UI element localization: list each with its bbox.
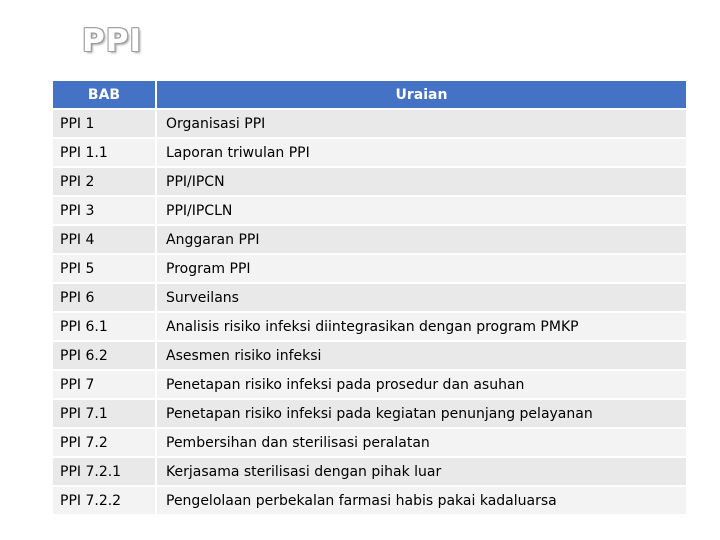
table-row bbox=[53, 168, 686, 197]
uraian-cell: Asesmen risiko infeksi bbox=[155, 342, 686, 371]
bab-cell: PPI 6.2 bbox=[53, 342, 155, 371]
bab-cell: PPI 7.2 bbox=[53, 429, 155, 458]
bab-cell: PPI 1 bbox=[53, 110, 155, 139]
table-row bbox=[53, 226, 686, 255]
bab-cell: PPI 3 bbox=[53, 197, 155, 226]
uraian-cell: Organisasi PPI bbox=[155, 110, 686, 139]
ppi-table bbox=[53, 81, 686, 516]
bab-cell: PPI 1.1 bbox=[53, 139, 155, 168]
table-row bbox=[53, 255, 686, 284]
uraian-cell: Surveilans bbox=[155, 284, 686, 313]
bab-cell: PPI 7.1 bbox=[53, 400, 155, 429]
table-row bbox=[53, 487, 686, 516]
uraian-cell: PPI/IPCN bbox=[155, 168, 686, 197]
bab-cell: PPI 5 bbox=[53, 255, 155, 284]
uraian-cell: Penetapan risiko infeksi pada kegiatan penunjang pelayanan bbox=[155, 400, 686, 429]
page-title: PPI bbox=[82, 23, 142, 59]
table-row bbox=[53, 458, 686, 487]
uraian-cell: Analisis risiko infeksi diintegrasikan dengan program PMKP bbox=[155, 313, 686, 342]
table-row bbox=[53, 197, 686, 226]
column-header-bab: BAB bbox=[53, 81, 155, 110]
bab-cell: PPI 4 bbox=[53, 226, 155, 255]
uraian-cell: Anggaran PPI bbox=[155, 226, 686, 255]
uraian-cell: Kerjasama sterilisasi dengan pihak luar bbox=[155, 458, 686, 487]
bab-cell: PPI 7 bbox=[53, 371, 155, 400]
column-header-uraian: Uraian bbox=[155, 81, 686, 110]
table-row bbox=[53, 110, 686, 139]
table-row bbox=[53, 400, 686, 429]
bab-cell: PPI 6.1 bbox=[53, 313, 155, 342]
uraian-cell: PPI/IPCLN bbox=[155, 197, 686, 226]
table-body bbox=[53, 110, 686, 516]
bab-cell: PPI 6 bbox=[53, 284, 155, 313]
table-row bbox=[53, 313, 686, 342]
bab-cell: PPI 7.2.2 bbox=[53, 487, 155, 516]
table-row bbox=[53, 371, 686, 400]
table-row bbox=[53, 429, 686, 458]
uraian-cell: Pengelolaan perbekalan farmasi habis pakai kadaluarsa bbox=[155, 487, 686, 516]
table-header-row bbox=[53, 81, 686, 110]
bab-cell: PPI 7.2.1 bbox=[53, 458, 155, 487]
bab-cell: PPI 2 bbox=[53, 168, 155, 197]
uraian-cell: Program PPI bbox=[155, 255, 686, 284]
uraian-cell: Penetapan risiko infeksi pada prosedur dan asuhan bbox=[155, 371, 686, 400]
table-row bbox=[53, 342, 686, 371]
table-row bbox=[53, 139, 686, 168]
table-row bbox=[53, 284, 686, 313]
uraian-cell: Laporan triwulan PPI bbox=[155, 139, 686, 168]
uraian-cell: Pembersihan dan sterilisasi peralatan bbox=[155, 429, 686, 458]
